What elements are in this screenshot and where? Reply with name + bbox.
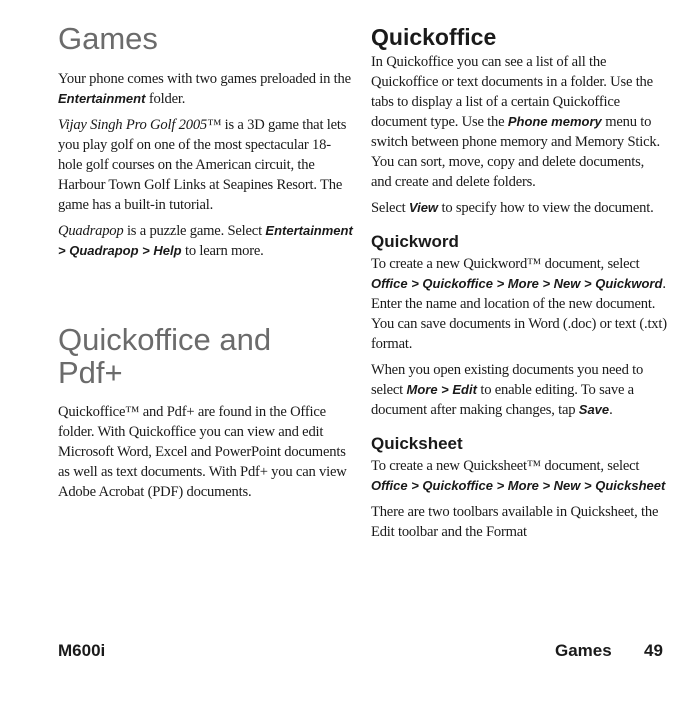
- golf-paragraph: Vijay Singh Pro Golf 2005™ is a 3D game that lets you play golf on one of the most spectacular 18-hole golf courses on the American circuit, the Harbour Town Golf Links at Seapines Resort. The game has a built-in tutorial.: [58, 117, 347, 213]
- quicksheet-path: Office > Quickoffice > More > New > Quicksheet: [371, 478, 666, 493]
- save-term: Save: [578, 402, 610, 417]
- phone-memory-term: Phone memory: [507, 114, 602, 129]
- footer-section: Games: [555, 641, 612, 660]
- quicksheet-toolbars-paragraph: There are two toolbars available in Quicksheet, the Edit toolbar and the Format: [371, 504, 659, 540]
- games-heading: Games: [58, 21, 158, 56]
- quickword-heading: Quickword: [371, 232, 459, 251]
- footer-model: M600i: [58, 641, 106, 660]
- quicksheet-heading: Quicksheet: [371, 434, 463, 453]
- page-number: 49: [644, 641, 663, 660]
- games-intro-paragraph: Your phone comes with two games preloaded in the Entertainment folder.: [58, 71, 351, 107]
- quickword-create-paragraph: To create a new Quickword™ document, select Office > Quickoffice > More > New > Quickword. Enter the name and location of the new document. You can save documents in Word (.doc) or text (.txt) format.: [371, 256, 667, 352]
- quickoffice-paragraph: In Quickoffice you can see a list of all the Quickoffice or text documents in a folder. Use the tabs to display a list of a certain Quickoffice document type. Use the Phone memory menu to switch between phone memory and Memory Stick. You can sort, move, copy and delete documents, and create and delete folders.: [371, 54, 660, 190]
- quadrapop-path: Entertainment > Quadrapop > Help: [58, 223, 353, 258]
- quickoffice-pdf-paragraph: Quickoffice™ and Pdf+ are found in the Office folder. With Quickoffice you can view and edit Microsoft Word, Excel and PowerPoint documents as well as text documents. With Pdf+ you can view Adobe Acrobat (PDF) documents.: [58, 404, 347, 500]
- quickoffice-heading: Quickoffice: [371, 24, 497, 50]
- more-edit-term: More > Edit: [406, 382, 477, 397]
- right-column: [371, 0, 667, 542]
- golf-game-name: Vijay Singh Pro Golf 2005™: [58, 117, 222, 133]
- view-paragraph: Select View to specify how to view the document.: [371, 200, 654, 216]
- quadrapop-name: Quadrapop: [58, 223, 124, 239]
- quadrapop-paragraph: Quadrapop is a puzzle game. Select Entertainment > Quadrapop > Help to learn more.: [58, 223, 353, 259]
- left-column: [58, 0, 354, 502]
- entertainment-term: Entertainment: [58, 91, 146, 106]
- quickword-path: Office > Quickoffice > More > New > Quickword: [371, 276, 663, 291]
- view-term: View: [408, 200, 439, 215]
- quickoffice-pdf-heading: Quickoffice and Pdf+: [58, 322, 272, 390]
- quickword-edit-paragraph: When you open existing documents you need to select More > Edit to enable editing. To save a document after making changes, tap Save.: [371, 362, 644, 418]
- quicksheet-create-paragraph: To create a new Quicksheet™ document, select Office > Quickoffice > More > New > Quicksheet: [371, 458, 666, 493]
